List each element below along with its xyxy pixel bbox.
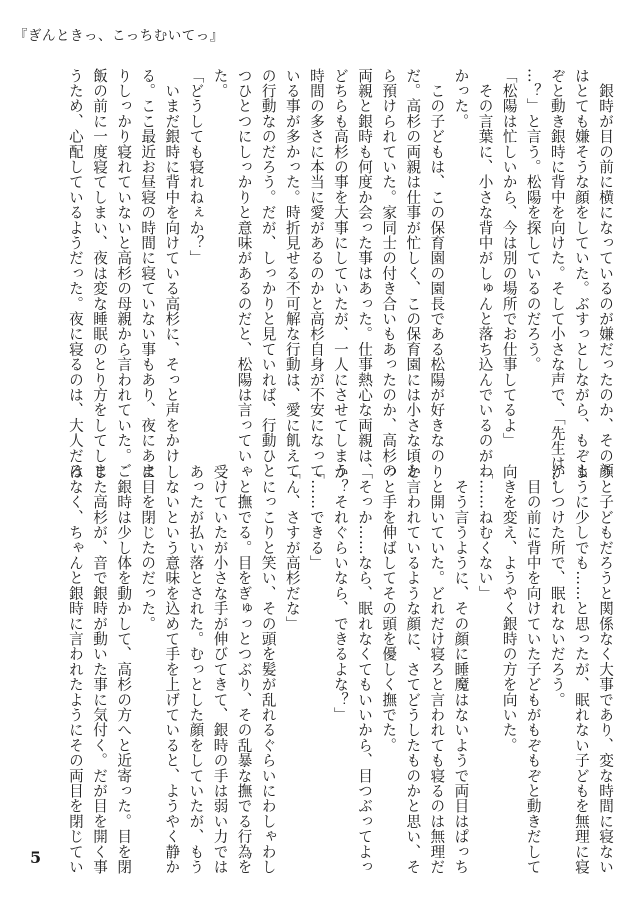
text-line: はとても嫌そうな顔をしていた。ぶすっとしながら、もぞも <box>572 68 590 479</box>
text-line: かった。 <box>452 68 470 129</box>
text-line: に目を閉じたのだった。 <box>139 464 157 632</box>
text-line: か？それぐらいなら、できるよな？」 <box>331 464 349 723</box>
text-line: だ。高杉の両親は仕事が忙しく、この保育園には小さな頃か <box>404 68 422 479</box>
text-line: ぞと動き銀時に背中を向けた。そして小さな声で、「先生は… <box>548 68 566 487</box>
text-line: っと手を伸ばしてその頭を優しく撫でた。 <box>380 464 398 753</box>
text-line: 「ん、さすが高杉だな」 <box>283 464 301 632</box>
text-line: 「どうしても寝れねぇか？」 <box>187 68 205 266</box>
text-line: ように少しでも……と思ったが、眠れない子どもを無理に寝 <box>572 464 590 875</box>
text-line: …？」と言う。松陽を探しているのだろう。 <box>524 68 542 372</box>
text-line: その言葉に、小さな背中がしゅんと落ち込んでいるのがわ <box>476 68 494 479</box>
text-line: いまだ銀時に背中を向けている高杉に、そっと声をかけ <box>163 68 181 464</box>
text-line: と言われているような顔に、さてどうしたものかと思い、そ <box>404 464 422 875</box>
text-line: 飯の前に一度寝てしまい、夜は変な睡眠のとり方をしてしま <box>91 68 109 479</box>
text-line: この子どもは、この保育園の園長である松陽が好きなの <box>428 68 446 464</box>
text-line: 銀時は少し体を動かして、高杉の方へと近寄った。目を閉 <box>115 464 133 875</box>
page-number: 5 <box>30 848 42 867</box>
text-line: ゃと撫でる。目をぎゅっとつぶり、その乱暴な撫でる行為を <box>235 464 253 875</box>
text-line: た。 <box>211 68 229 99</box>
text-line: る。ここ最近お昼寝の時間に寝ていない事もあり、夜にあま <box>139 68 157 479</box>
text-line: 銀時が目の前に横になっているのが嫌だったのか、その顔 <box>597 68 614 479</box>
text-line: ら預けられていた。家同士の付き合いもあったのか、高杉の <box>380 68 398 479</box>
text-line: 目の前に背中を向けていた子どもがもぞもぞと動きだして <box>524 464 542 875</box>
text-line: あったが払い落とされた。むっとした顔をしていたが、もう <box>187 464 205 875</box>
text-line: 向きを変え、ようやく銀時の方を向いた。 <box>500 464 518 753</box>
text-line: かしつけた所で、眠れないだろう。 <box>548 464 566 708</box>
running-header: 『ぎんときっ、こっちむいてっ』 <box>14 28 224 44</box>
text-line: 「……できる」 <box>307 464 325 571</box>
text-line: 「……ねむくない」 <box>476 464 494 601</box>
text-line: うと子どもだろうと関係なく大事であり、変な時間に寝ない <box>597 464 614 875</box>
text-block-upper <box>37 68 617 487</box>
text-line: つひとつにしっかりと意味があるのだと、松陽は言ってい <box>235 68 253 464</box>
text-line: 「松陽は忙しいから、今は別の場所でお仕事してるよ」 <box>500 68 518 448</box>
text-line: そう言うように、その顔に睡魔はないようで両目はぱっち <box>452 464 470 875</box>
text-line: 「そっか……なら、眠れなくてもいいから、目つぶってよっ <box>356 464 374 875</box>
text-line: どちらも高杉の事を大事にしていたが、一人にさせてしまう <box>331 68 349 479</box>
text-line: りと開いていた。どれだけ寝ろと言われても寝るのは無理だ <box>428 464 446 875</box>
text-line: うため、心配しているようだった。夜に寝るのは、大人だろ <box>66 68 84 479</box>
text-line: 受けていたが小さな手が伸びてきて、銀時の手は弱い力では <box>211 464 229 875</box>
text-line: しないという意味を込めて手を上げていると、ようやく静か <box>163 464 181 875</box>
text-line: 両親と銀時も何度か会った事はあった。仕事熱心な両親は、 <box>356 68 374 479</box>
text-line: の行動なのだろう。だが、しっかりと見ていれば、行動ひと <box>259 68 277 479</box>
text-line: いる事が多かった。時折見せる不可解な行動は、愛に飢えて <box>283 68 301 479</box>
text-line: 時間の多さに本当に愛があるのかと高杉自身が不安になって <box>307 68 325 479</box>
text-line: りしっかり寝れていないと高杉の母親から言われていた。ご <box>115 68 133 479</box>
text-line: じた高杉が、音で銀時が動いた事に気付く。だが目を開く事 <box>91 464 109 875</box>
text-line: にっこりと笑い、その頭を髪が乱れるぐらいにわしゃわし <box>259 464 277 875</box>
text-block-lower <box>66 464 617 875</box>
text-line: はなく、ちゃんと銀時に言われたようにその両目を閉じてい <box>66 464 84 875</box>
